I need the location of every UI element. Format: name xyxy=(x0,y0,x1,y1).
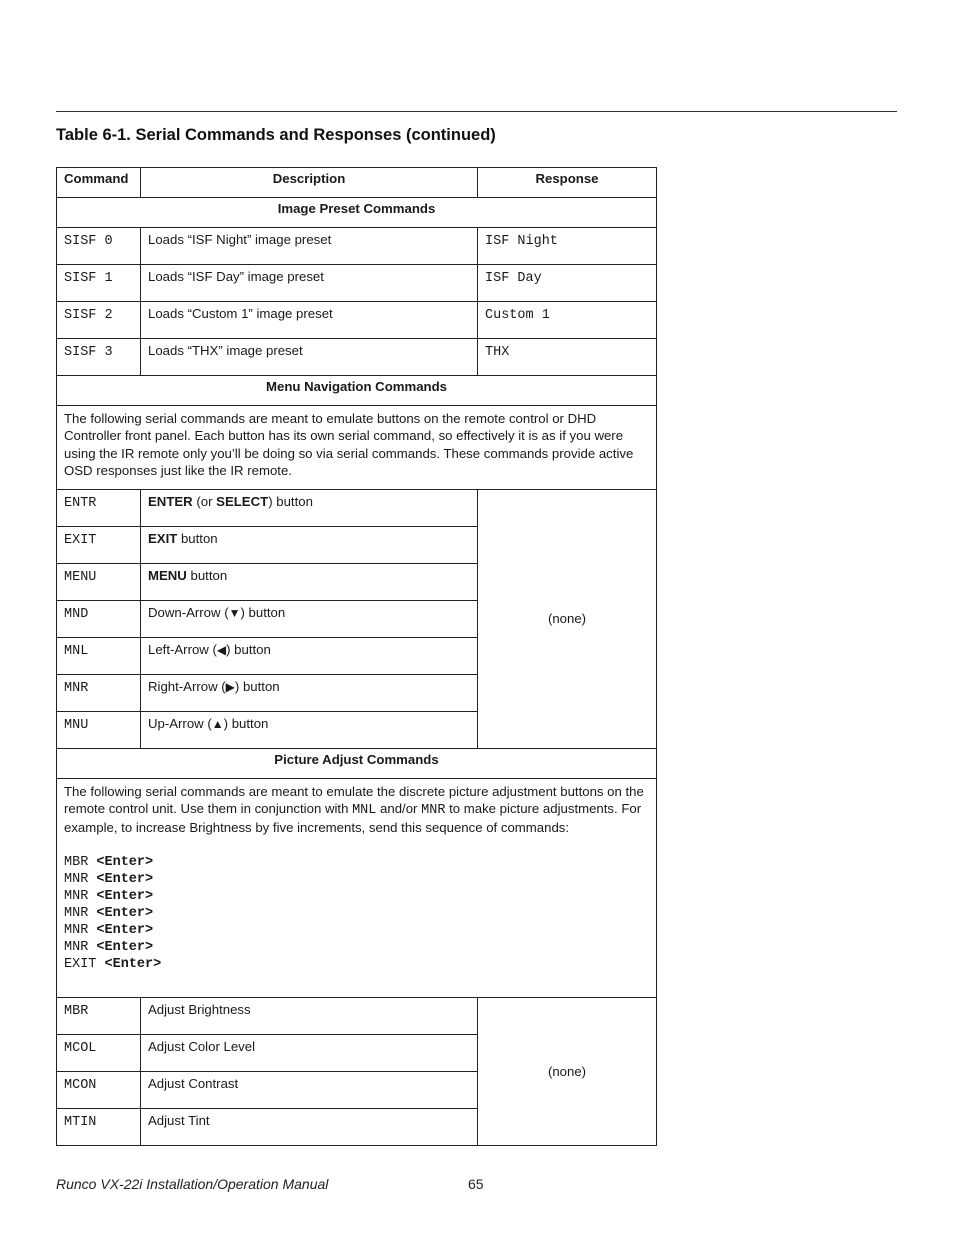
command-cell: MCON xyxy=(57,1071,141,1108)
picture-adjust-intro xyxy=(57,778,657,997)
table-row xyxy=(57,339,657,376)
response-cell: ISF Night xyxy=(478,228,657,265)
response-cell: Custom 1 xyxy=(478,302,657,339)
intro-text: and/or xyxy=(376,801,422,817)
description-text: (or xyxy=(192,493,217,509)
command-header: Command xyxy=(57,168,141,198)
table-row xyxy=(57,228,657,265)
description-cell: Adjust Color Level xyxy=(141,1034,478,1071)
left-arrow-icon: ◀ xyxy=(216,642,227,657)
section-row xyxy=(57,198,657,228)
inline-command: MNL xyxy=(352,803,377,819)
intro-text: to make picture adjustments. For example, to increase Brightness by five increments, send this sequence of commands: xyxy=(64,801,642,836)
footer-manual-title: Runco VX-22i Installation/Operation Manual xyxy=(56,1176,329,1192)
response-cell: THX xyxy=(478,339,657,376)
description-cell: Loads “Custom 1” image preset xyxy=(141,302,478,339)
code-line xyxy=(64,905,649,922)
description-text: Up-Arrow ( xyxy=(148,715,212,731)
description-header: Description xyxy=(141,168,478,198)
table-row xyxy=(57,489,657,526)
command-cell: SISF 0 xyxy=(57,228,141,265)
command-cell: MNL xyxy=(57,637,141,674)
section-image-preset: Image Preset Commands xyxy=(57,198,657,228)
description-cell xyxy=(141,637,478,674)
description-cell xyxy=(141,674,478,711)
code-command: MNR xyxy=(64,939,97,955)
command-cell: EXIT xyxy=(57,526,141,563)
table-row xyxy=(57,302,657,339)
enter-key: <Enter> xyxy=(104,956,162,972)
up-arrow-icon: ▲ xyxy=(211,716,224,731)
section-menu-navigation: Menu Navigation Commands xyxy=(57,376,657,406)
description-cell: Loads “ISF Night” image preset xyxy=(141,228,478,265)
intro-row xyxy=(57,778,657,997)
code-line xyxy=(64,922,649,939)
table-row xyxy=(57,997,657,1034)
description-text: button xyxy=(177,530,218,546)
top-rule xyxy=(56,111,897,112)
inline-command: MNR xyxy=(421,803,446,819)
code-command: MBR xyxy=(64,854,97,870)
section-picture-adjust: Picture Adjust Commands xyxy=(57,748,657,778)
header-row xyxy=(57,168,657,198)
description-cell: Loads “THX” image preset xyxy=(141,339,478,376)
description-cell: Adjust Contrast xyxy=(141,1071,478,1108)
description-text: ) button xyxy=(240,604,286,620)
intro-row xyxy=(57,406,657,490)
command-cell: SISF 2 xyxy=(57,302,141,339)
key-name: SELECT xyxy=(216,493,269,509)
description-text: ) button xyxy=(223,715,269,731)
key-name: MENU xyxy=(148,567,187,583)
section-row xyxy=(57,748,657,778)
code-line xyxy=(64,888,649,905)
down-arrow-icon: ▼ xyxy=(228,605,241,620)
page-number: 65 xyxy=(468,1176,484,1192)
intro-text: The following serial commands are meant to emulate the discrete picture adjustment buttons on the remote control unit. Use them in conjunction with xyxy=(64,783,644,817)
description-text: ) button xyxy=(234,678,280,694)
command-cell: MBR xyxy=(57,997,141,1034)
code-line xyxy=(64,854,649,871)
description-cell: Adjust Brightness xyxy=(141,997,478,1034)
table-title: Table 6-1. Serial Commands and Responses (continued) xyxy=(56,126,496,144)
enter-key: <Enter> xyxy=(96,888,154,904)
code-line xyxy=(64,956,649,973)
description-cell xyxy=(141,489,478,526)
code-line xyxy=(64,871,649,888)
key-name: EXIT xyxy=(148,530,178,546)
command-cell: MENU xyxy=(57,563,141,600)
enter-key: <Enter> xyxy=(96,905,154,921)
description-text: button xyxy=(186,567,228,583)
description-cell xyxy=(141,600,478,637)
description-cell xyxy=(141,526,478,563)
command-sequence xyxy=(64,854,649,973)
description-text: Down-Arrow ( xyxy=(148,604,229,620)
response-none: (none) xyxy=(478,997,657,1145)
menu-nav-intro: The following serial commands are meant to emulate buttons on the remote control or DHD Controller front panel. Each button has its own serial command, so effectively it is as if you were using the IR remote only you’ll be doing so via serial commands. These commands provide active OSD responses just like the IR remote. xyxy=(57,406,657,490)
command-cell: MCOL xyxy=(57,1034,141,1071)
command-cell: MNR xyxy=(57,674,141,711)
description-text: Right-Arrow ( xyxy=(148,678,226,694)
code-command: MNR xyxy=(64,871,97,887)
description-cell xyxy=(141,563,478,600)
code-command: EXIT xyxy=(64,956,105,972)
description-text: Left-Arrow ( xyxy=(148,641,217,657)
commands-table xyxy=(56,167,657,1146)
code-line xyxy=(64,939,649,956)
enter-key: <Enter> xyxy=(96,922,154,938)
command-cell: SISF 3 xyxy=(57,339,141,376)
enter-key: <Enter> xyxy=(96,871,154,887)
response-none: (none) xyxy=(478,489,657,748)
command-cell: SISF 1 xyxy=(57,265,141,302)
description-cell: Adjust Tint xyxy=(141,1108,478,1145)
command-cell: MND xyxy=(57,600,141,637)
enter-key: <Enter> xyxy=(96,939,154,955)
code-command: MNR xyxy=(64,922,97,938)
description-text: ) button xyxy=(226,641,271,657)
command-cell: MTIN xyxy=(57,1108,141,1145)
description-cell: Loads “ISF Day” image preset xyxy=(141,265,478,302)
command-cell: MNU xyxy=(57,711,141,748)
enter-key: <Enter> xyxy=(96,854,154,870)
section-row xyxy=(57,376,657,406)
code-command: MNR xyxy=(64,888,97,904)
code-command: MNR xyxy=(64,905,97,921)
description-cell xyxy=(141,711,478,748)
response-header: Response xyxy=(478,168,657,198)
description-text: ) button xyxy=(268,493,313,509)
right-arrow-icon: ▶ xyxy=(225,679,235,694)
command-cell: ENTR xyxy=(57,489,141,526)
response-cell: ISF Day xyxy=(478,265,657,302)
table-row xyxy=(57,265,657,302)
key-name: ENTER xyxy=(148,493,193,509)
